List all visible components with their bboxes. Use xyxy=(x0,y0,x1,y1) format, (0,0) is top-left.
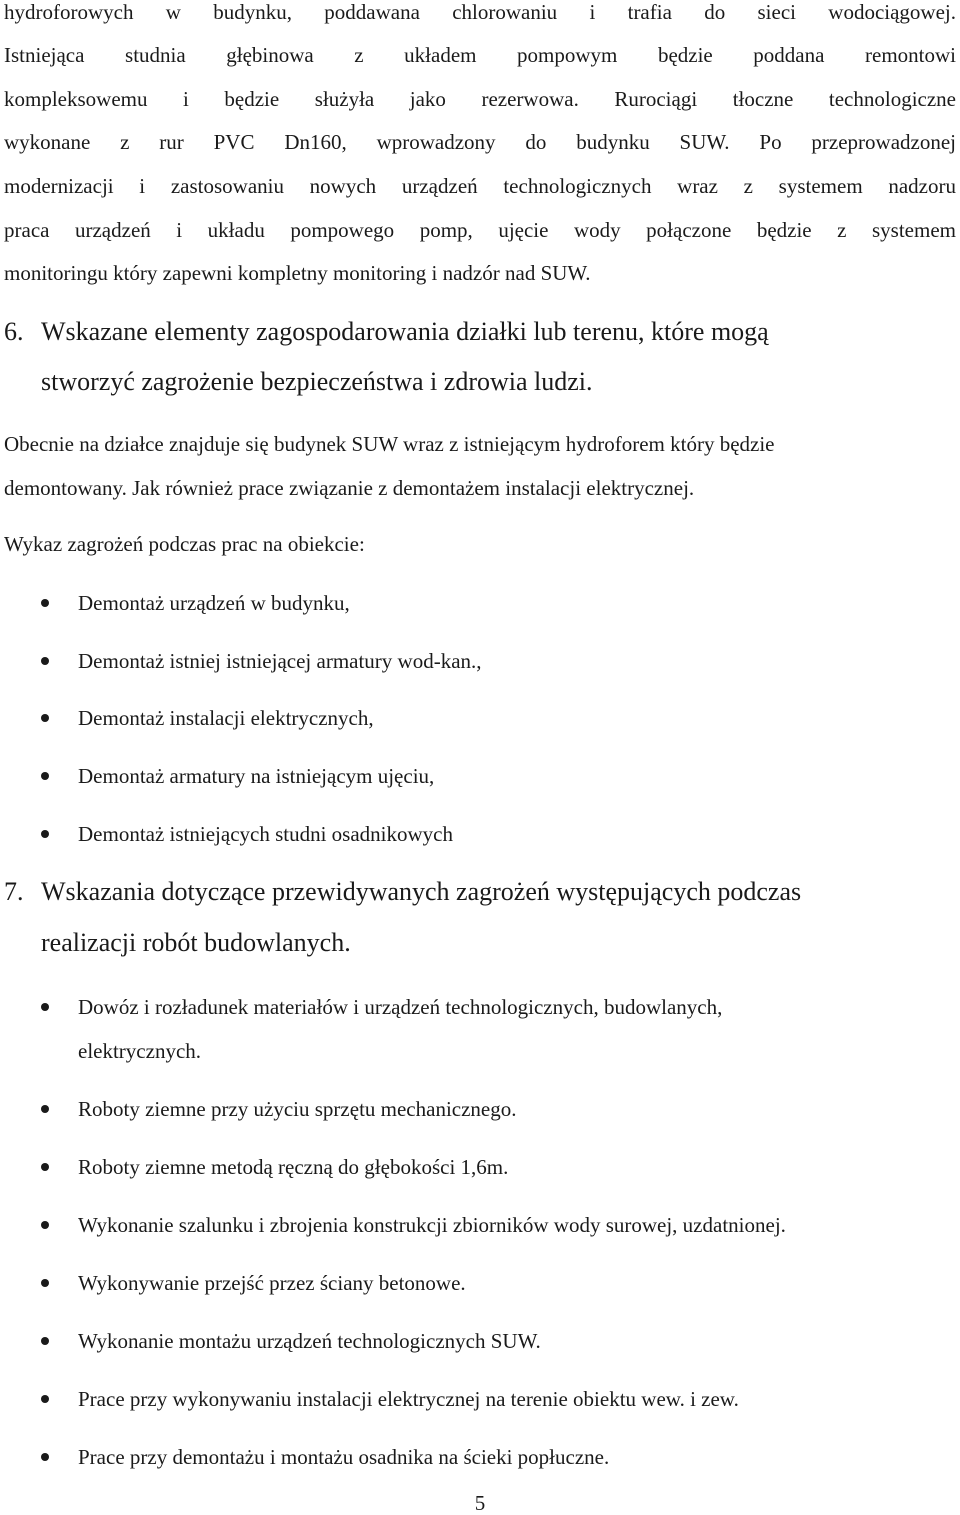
bullet-icon xyxy=(41,714,49,722)
bullet-icon xyxy=(41,1395,49,1403)
section-title-line: realizacji robót budowlanych. xyxy=(41,928,351,957)
bullet-icon xyxy=(41,657,49,665)
section-6-heading xyxy=(4,317,769,347)
section-title-line: Wskazane elementy zagospodarowania działki lub terenu, które mogą xyxy=(41,317,769,346)
paragraph-line: demontowany. Jak również prace związanie z demontażem instalacji elektrycznej. xyxy=(4,476,695,500)
paragraph-line: Obecnie na działce znajduje się budynek SUW wraz z istniejącym hydroforem który będzie xyxy=(4,432,775,456)
bullet-icon xyxy=(41,830,49,838)
bullet-icon xyxy=(41,1279,49,1287)
bullet-icon xyxy=(41,1337,49,1345)
bullet-icon xyxy=(41,1105,49,1113)
document-page: hydroforowych w budynku, poddawana chlorowaniu i trafia do sieci wodociągowej. Istniejąca studnia głębinowa z układem pompowym będzie poddana remontowi kompleksowemu i będzie służyła jako rezerwowa. Rurociągi tłoczne technologiczne wykonane z rur PVC Dn160, wprowadzony do budynku SUW. Po przeprowadzonej modernizacji i zastosowaniu nowych urządzeń technologicznych wraz z systemem nadzoru praca urządzeń i układu pompowego pomp, ujęcie wody połączone będzie z systemem monitoringu który zapewni kompletny monitoring i nadzór nad SUW. 6. Wskazane elementy zagospodarowania działki lub terenu, które mogą stworzyć zagrożenie bezpieczeństwa i zdrowia ludzi. Obecnie na działce znajduje się budynek SUW wraz z istniejącym hydroforem który będzie demontowany. Jak również prace związanie z demontażem instalacji elektrycznej. Wykaz zagrożeń podczas prac na obiekcie: Demontaż urządzeń w budynku, Demontaż istniej istniejącej armatury wod-kan., Demontaż instalacji elektrycznych, Demontaż armatury na istniejącym ujęciu, Demontaż istniejących studni osadnikowych 7. Wskazania dotyczące przewidywanych zagrożeń występujących podczas realizacji robót budowlanych. Dowóz i rozładunek materiałów i urządzeń technologicznych, budowlanych, elektrycznych. Roboty ziemne przy użyciu sprzętu mechanicznego. Roboty ziemne metodą ręczną do głębokości 1,6m. Wykonanie szalunku i zbrojenia konstrukcji zbiorników wody surowej, uzdatnionej. Wykonywanie przejść przez ściany betonowe. Wykonanie montażu urządzeń technologicznych SUW. Prace przy wykonywaniu instalacji elektrycznej na terenie obiektu wew. i zew. Prace przy demontażu i montażu osadnika na ścieki popłuczne. 5 xyxy=(0,0,960,1515)
section-title-line: Wskazania dotyczące przewidywanych zagrożeń występujących podczas xyxy=(41,877,802,906)
intro-line: monitoringu który zapewni kompletny monitoring i nadzór nad SUW. xyxy=(4,261,591,285)
bullet-icon xyxy=(41,772,49,780)
bullet-icon xyxy=(41,1003,49,1011)
section-number: 6. xyxy=(4,317,24,346)
page-number: 5 xyxy=(474,1491,486,1515)
section-number: 7. xyxy=(4,877,24,906)
bullet-icon xyxy=(41,1221,49,1229)
intro-line: praca urządzeń i układu pompowego pomp, ujęcie wody połączone będzie z systemem xyxy=(4,218,956,242)
bullet-icon xyxy=(41,1163,49,1171)
intro-line: wykonane z rur PVC Dn160, wprowadzony do budynku SUW. Po przeprowadzonej xyxy=(4,130,956,154)
bullet-icon xyxy=(41,599,49,607)
intro-line: kompleksowemu i będzie służyła jako rezerwowa. Rurociągi tłoczne technologiczne xyxy=(4,87,956,111)
intro-line: hydroforowych w budynku, poddawana chlorowaniu i trafia do sieci wodociągowej. xyxy=(4,0,956,24)
section-7-heading xyxy=(4,877,801,907)
intro-line: modernizacji i zastosowaniu nowych urządzeń technologicznych wraz z systemem nadzoru xyxy=(4,174,956,198)
intro-line: Istniejąca studnia głębinowa z układem pompowym będzie poddana remontowi xyxy=(4,43,956,67)
bullet-icon xyxy=(41,1453,49,1461)
list-intro: Wykaz zagrożeń podczas prac na obiekcie: xyxy=(4,532,365,556)
section-title-line: stworzyć zagrożenie bezpieczeństwa i zdrowia ludzi. xyxy=(41,367,593,396)
